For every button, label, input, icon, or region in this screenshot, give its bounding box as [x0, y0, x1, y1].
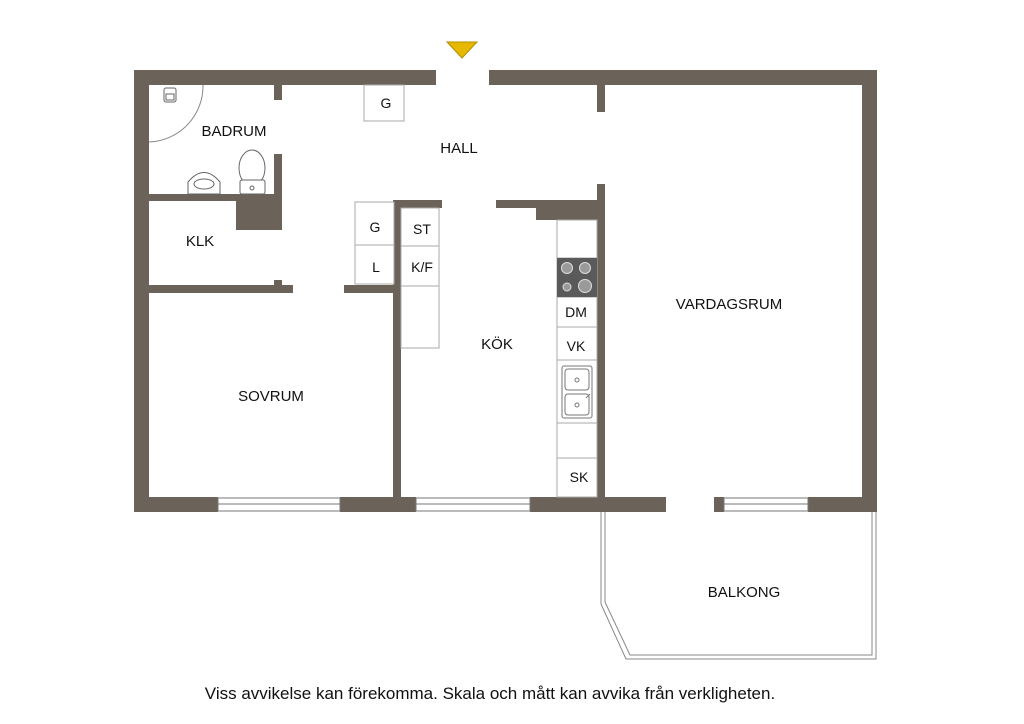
- fixture-label-hall-g: G: [380, 95, 392, 111]
- room-label-hall: HALL: [440, 140, 478, 157]
- fixture-label-g: G: [369, 219, 381, 235]
- room-label-klk: KLK: [185, 233, 215, 250]
- sink-icon: [188, 173, 220, 195]
- fixture-label-vk: VK: [566, 338, 586, 354]
- room-label-vardagsrum: VARDAGSRUM: [675, 296, 783, 313]
- room-label-kok: KÖK: [481, 336, 513, 353]
- entrance-arrow-icon: [447, 42, 477, 58]
- fixture-label-st: ST: [413, 221, 431, 237]
- toilet-icon: [239, 150, 265, 194]
- fixture-label-sk: SK: [569, 469, 589, 485]
- room-label-sovrum: SOVRUM: [238, 388, 304, 405]
- fixture-label-l: L: [372, 259, 380, 275]
- fixture-label-dm: DM: [565, 304, 587, 320]
- room-label-balkong: BALKONG: [707, 584, 781, 601]
- shower-icon: [164, 88, 176, 102]
- disclaimer-text: Viss avvikelse kan förekomma. Skala och mått kan avvika från verkligheten.: [204, 684, 776, 703]
- room-label-badrum: BADRUM: [201, 123, 267, 140]
- kitchen-sink-icon: [562, 366, 592, 418]
- stove-icon: [557, 258, 597, 297]
- fixture-label-kf: K/F: [411, 259, 433, 275]
